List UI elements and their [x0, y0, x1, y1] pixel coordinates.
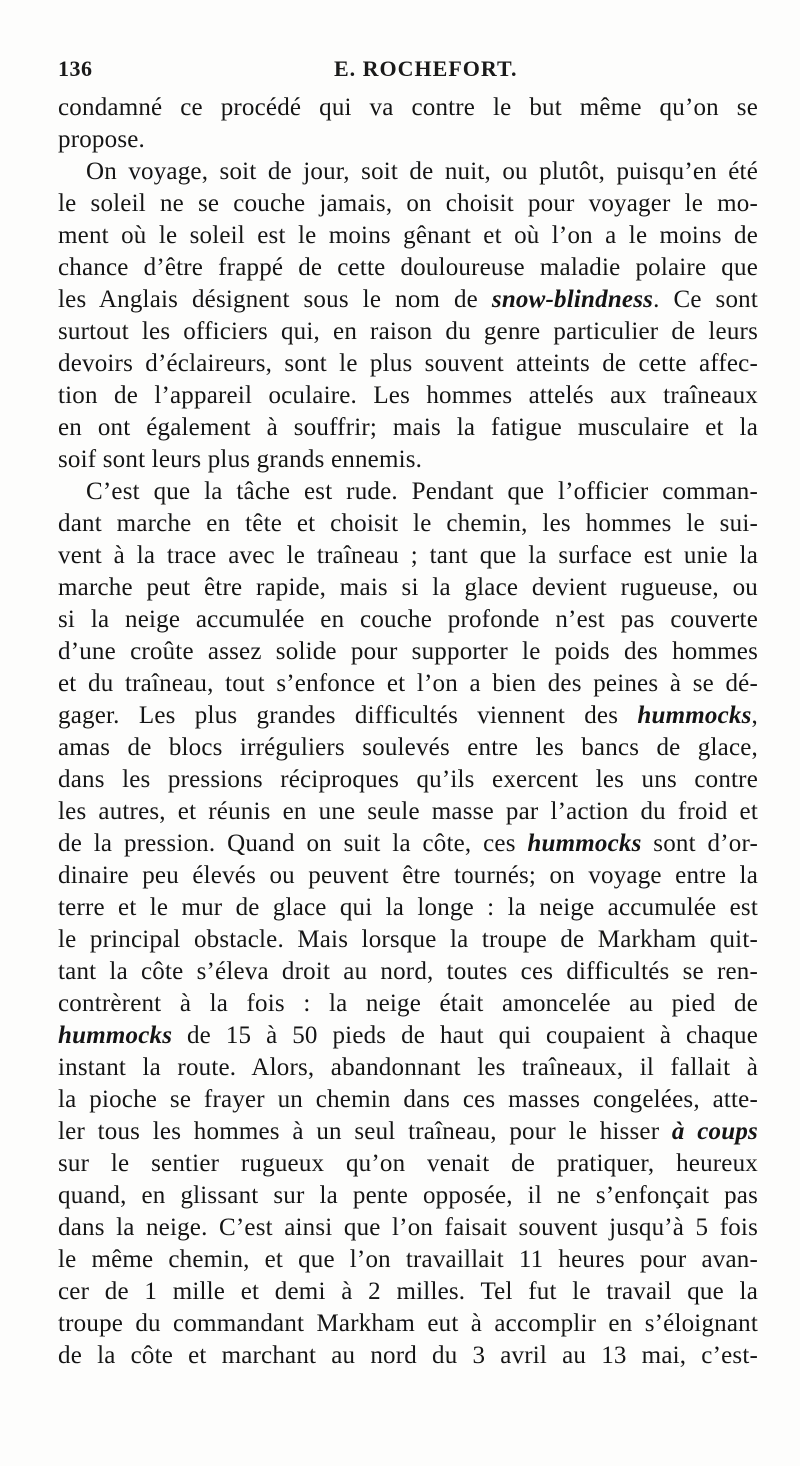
- text-segment: tant la côte s’éleva droit au nord, toutes ces difficultés se ren-: [58, 958, 758, 985]
- text-line: [58, 252, 758, 284]
- text-line: [58, 956, 758, 988]
- text-line: [58, 1052, 758, 1084]
- text-segment: tion de l’appareil oculaire. Les hommes attelés aux traîneaux: [58, 382, 758, 409]
- running-head: E. ROCHEFORT.: [334, 56, 518, 81]
- text-segment: dans les pressions réciproques qu’ils exercent les uns contre: [58, 766, 758, 793]
- text-segment: vent à la trace avec le traîneau ; tant que la surface est unie la: [58, 542, 758, 569]
- text-line: [58, 828, 758, 860]
- text-segment: de la côte et marchant au nord du 3 avril au 13 mai, c’est-: [58, 1342, 758, 1369]
- italic-term: hummocks: [58, 1022, 173, 1049]
- text-line: [58, 1020, 758, 1052]
- text-segment: de 15 à 50 pieds de haut qui coupaient à chaque: [172, 1022, 758, 1049]
- text-segment: les Anglais désignent sous le nom de: [58, 286, 492, 313]
- text-line: [58, 1180, 758, 1212]
- text-segment: ment où le soleil est le moins gênant et où l’on a le moins de: [58, 222, 758, 249]
- text-line: [58, 540, 758, 572]
- text-segment: quand, en glissant sur la pente opposée, il ne s’enfonçait pas: [58, 1182, 758, 1209]
- text-line: [58, 988, 758, 1020]
- text-line: [58, 764, 758, 796]
- italic-term: à coups: [671, 1118, 758, 1145]
- italic-term: hummocks: [637, 702, 752, 729]
- text-line: [58, 668, 758, 700]
- text-segment: et du traîneau, tout s’enfonce et l’on a bien des peines à se dé-: [58, 670, 758, 697]
- text-line: [58, 860, 758, 892]
- text-line: [58, 156, 758, 188]
- text-segment: cer de 1 mille et demi à 2 milles. Tel fut le travail que la: [58, 1278, 758, 1305]
- text-segment: soif sont leurs plus grands ennemis.: [58, 446, 423, 473]
- text-segment: si la neige accumulée en couche profonde n’est pas couverte: [58, 606, 758, 633]
- text-line: [58, 380, 758, 412]
- text-line: [58, 508, 758, 540]
- text-line: [58, 572, 758, 604]
- text-segment: C’est que la tâche est rude. Pendant que l’officier comman-: [86, 478, 758, 505]
- text-line: [58, 348, 758, 380]
- text-line: [58, 124, 758, 156]
- page-number: 136: [58, 56, 93, 81]
- text-line: [58, 732, 758, 764]
- text-line: [58, 444, 758, 476]
- text-segment: les autres, et réunis en une seule masse par l’action du froid et: [58, 798, 758, 825]
- text-line: [58, 316, 758, 348]
- text-segment: amas de blocs irréguliers soulevés entre les bancs de glace,: [58, 734, 758, 761]
- text-line: [58, 636, 758, 668]
- text-line: [58, 1212, 758, 1244]
- text-segment: ler tous les hommes à un seul traîneau, pour le hisser: [58, 1118, 672, 1145]
- text-line: [58, 284, 758, 316]
- italic-term: snow-blindness: [491, 286, 654, 313]
- text-segment: troupe du commandant Markham eut à accomplir en s’éloignant: [58, 1310, 758, 1337]
- text-segment: d’une croûte assez solide pour supporter le poids des hommes: [58, 638, 758, 665]
- text-line: [58, 604, 758, 636]
- text-segment: . Ce sont: [653, 286, 758, 313]
- body-text: [58, 92, 758, 1372]
- text-segment: On voyage, soit de jour, soit de nuit, ou plutôt, puisqu’en été: [86, 158, 758, 185]
- text-line: [58, 476, 758, 508]
- page-header: [58, 56, 758, 86]
- text-segment: sont d’or-: [641, 830, 759, 857]
- text-segment: sur le sentier rugueux qu’on venait de pratiquer, heureux: [58, 1150, 758, 1177]
- text-line: [58, 92, 758, 124]
- text-line: [58, 220, 758, 252]
- text-segment: devoirs d’éclaireurs, sont le plus souvent atteints de cette affec-: [58, 350, 758, 377]
- text-segment: le principal obstacle. Mais lorsque la troupe de Markham quit-: [58, 926, 758, 953]
- text-segment: propose.: [58, 126, 146, 153]
- text-segment: le soleil ne se couche jamais, on choisit pour voyager le mo-: [58, 190, 758, 217]
- text-line: [58, 924, 758, 956]
- text-line: [58, 1308, 758, 1340]
- text-segment: terre et le mur de glace qui la longe : la neige accumulée est: [58, 894, 758, 921]
- text-line: [58, 188, 758, 220]
- text-segment: la pioche se frayer un chemin dans ces masses congelées, atte-: [58, 1086, 758, 1113]
- text-segment: chance d’être frappé de cette douloureuse maladie polaire que: [58, 254, 758, 281]
- text-segment: dans la neige. C’est ainsi que l’on faisait souvent jusqu’à 5 fois: [58, 1214, 758, 1241]
- text-segment: dant marche en tête et choisit le chemin, les hommes le sui-: [58, 510, 758, 537]
- text-segment: ,: [751, 702, 758, 729]
- text-segment: condamné ce procédé qui va contre le but même qu’on se: [58, 94, 758, 121]
- text-line: [58, 1244, 758, 1276]
- text-line: [58, 1276, 758, 1308]
- text-segment: marche peut être rapide, mais si la glace devient rugueuse, ou: [58, 574, 758, 601]
- text-segment: instant la route. Alors, abandonnant les traîneaux, il fallait à: [58, 1054, 758, 1081]
- text-line: [58, 1340, 758, 1372]
- italic-term: hummocks: [527, 830, 642, 857]
- text-line: [58, 892, 758, 924]
- text-line: [58, 796, 758, 828]
- text-segment: en ont également à souffrir; mais la fatigue musculaire et la: [58, 414, 758, 441]
- text-segment: contrèrent à la fois : la neige était amoncelée au pied de: [58, 990, 758, 1017]
- text-line: [58, 1148, 758, 1180]
- text-line: [58, 1116, 758, 1148]
- text-segment: gager. Les plus grandes difficultés viennent des: [58, 702, 638, 729]
- text-segment: le même chemin, et que l’on travaillait 11 heures pour avan-: [58, 1246, 758, 1273]
- text-line: [58, 1084, 758, 1116]
- text-segment: dinaire peu élevés ou peuvent être tournés; on voyage entre la: [58, 862, 758, 889]
- text-line: [58, 700, 758, 732]
- text-line: [58, 412, 758, 444]
- text-segment: de la pression. Quand on suit la côte, ces: [58, 830, 528, 857]
- text-segment: surtout les officiers qui, en raison du genre particulier de leurs: [58, 318, 758, 345]
